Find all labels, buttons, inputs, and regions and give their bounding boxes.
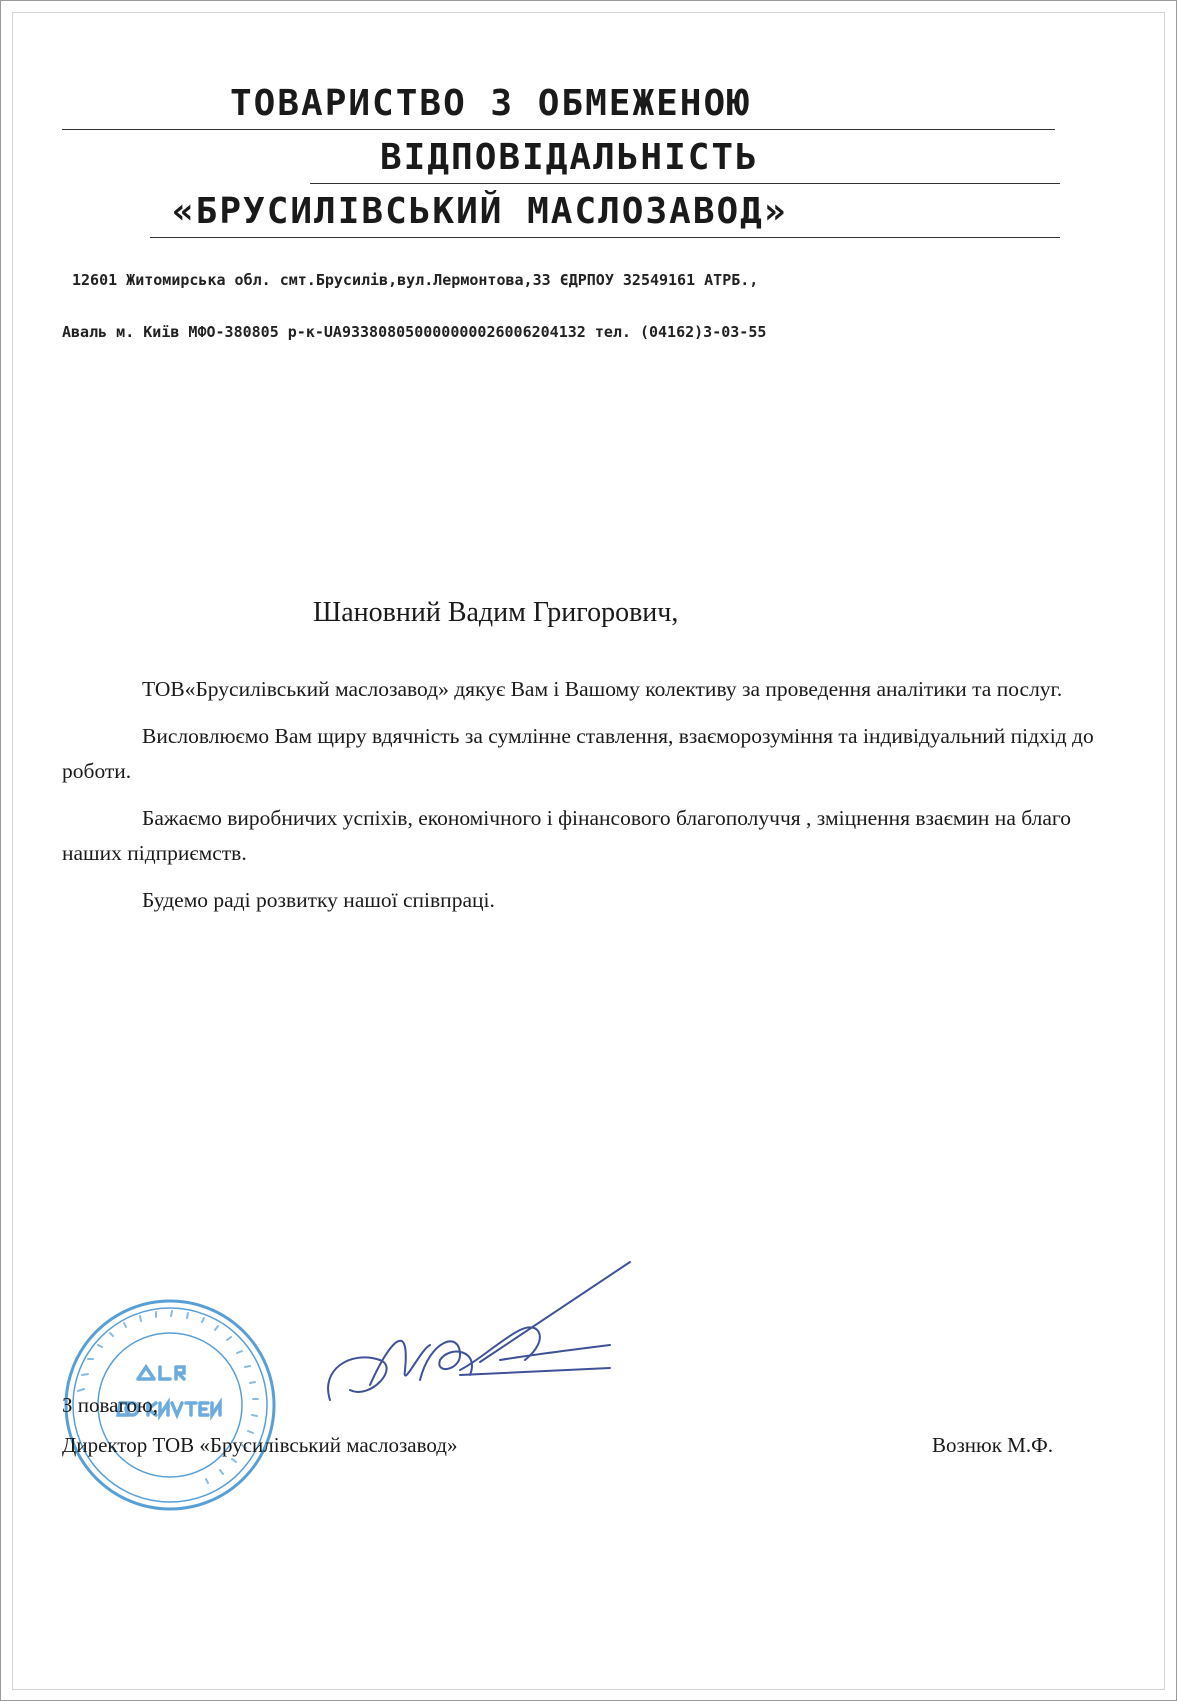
closing: З повагою, [62, 1393, 158, 1417]
paragraph-1 [62, 672, 1112, 707]
signer-title: Директор ТОВ «Брусилівський маслозавод» [62, 1433, 458, 1457]
letterhead-line-2: ВІДПОВІДАЛЬНІСТЬ [380, 137, 759, 178]
paragraph-4 [62, 883, 1112, 918]
paragraph-2-text: Висловлюємо Вам щиру вдячність за сумлінне ставлення, взаєморозуміння та індивідуальний підхід до роботи. [62, 724, 1094, 783]
paragraph-3 [62, 801, 1112, 871]
paragraph-3-text: Бажаємо виробничих успіхів, економічного і фінансового благополуччя , зміцнення взаємин на благо наших підприємств. [62, 806, 1071, 865]
paragraph-1-text: ТОВ«Брусилівський маслозавод» дякує Вам і Вашому колективу за проведення аналітики та послуг. [142, 677, 1063, 701]
salutation: Шановний Вадим Григорович, [313, 597, 679, 628]
address-line-1: 12601 Житомирська обл. смт.Брусилів,вул.Лермонтова,33 ЄДРПОУ 32549161 АТРБ., [72, 271, 759, 289]
letterhead-rule-1 [62, 129, 1055, 130]
letterhead-company-name: «БРУСИЛІВСЬКИЙ МАСЛОЗАВОД» [172, 191, 788, 232]
paragraph-4-text: Будемо раді розвитку нашої співпраці. [142, 888, 495, 912]
signer-name: Вознюк М.Ф. [932, 1433, 1053, 1457]
letterhead-line-1: ТОВАРИСТВО З ОБМЕЖЕНОЮ [230, 83, 751, 124]
letterhead-rule-2 [310, 183, 1060, 184]
address-line-2: Аваль м. Київ МФО-380805 р-к-UA933808050000000026006204132 тел. (04162)3-03-55 [62, 323, 767, 341]
letterhead-rule-3 [150, 237, 1060, 238]
letter-body [62, 672, 1112, 930]
signature [310, 1260, 640, 1410]
paragraph-2 [62, 719, 1112, 789]
